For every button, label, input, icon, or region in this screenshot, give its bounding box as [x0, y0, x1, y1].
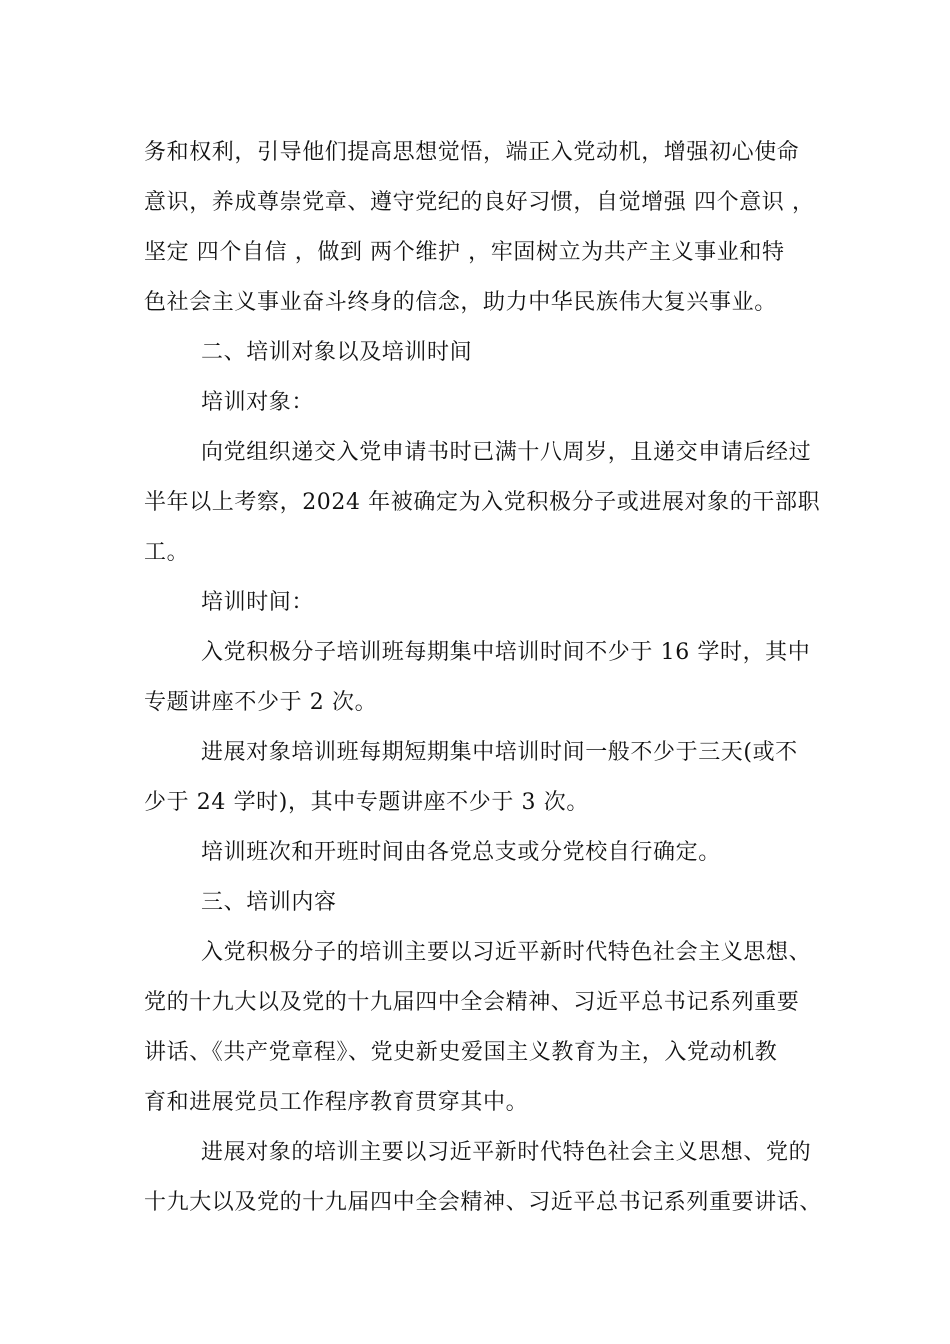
- text-line: 育和进展党员工作程序教育贯穿其中。: [144, 1090, 529, 1115]
- text-line: 务和权利，引导他们提高思想觉悟，端正入党动机，增强初心使命: [144, 140, 800, 165]
- text-line: 讲话、《共产党章程》、党史新史爱国主义教育为主，入党动机教: [144, 1040, 778, 1065]
- paragraph-start: 进展对象的培训主要以习近平新时代特色社会主义思想、党的: [201, 1140, 812, 1165]
- paragraph-start: 培训班次和开班时间由各党总支或分党校自行确定。: [201, 840, 721, 865]
- text-line: 少于 24 学时)，其中专题讲座不少于 3 次。: [144, 790, 589, 815]
- text-line: 坚定 四个自信 ，做到 两个维护 ，牢固树立为共产主义事业和特: [144, 240, 785, 265]
- text-line: 工。: [144, 540, 190, 565]
- text-line: 党的十九大以及党的十九届四中全会精神、习近平总书记系列重要: [144, 990, 800, 1015]
- text-line: 色社会主义事业奋斗终身的信念，助力中华民族伟大复兴事业。: [144, 290, 777, 315]
- subheading: 培训对象：: [201, 390, 315, 415]
- text-line: 半年以上考察，2024 年被确定为入党积极分子或进展对象的干部职: [144, 490, 821, 515]
- paragraph-start: 向党组织递交入党申请书时已满十八周岁，且递交申请后经过: [201, 440, 812, 465]
- text-line: 专题讲座不少于 2 次。: [144, 690, 378, 715]
- paragraph-start: 进展对象培训班每期短期集中培训时间一般不少于三天(或不: [201, 740, 798, 765]
- text-line: 十九大以及党的十九届四中全会精神、习近平总书记系列重要讲话、: [144, 1190, 823, 1215]
- paragraph-start: 入党积极分子培训班每期集中培训时间不少于 16 学时，其中: [201, 640, 811, 665]
- section-heading: 三、培训内容: [201, 890, 337, 915]
- paragraph-start: 入党积极分子的培训主要以习近平新时代特色社会主义思想、: [201, 940, 812, 965]
- text-line: 意识，养成尊崇党章、遵守党纪的良好习惯，自觉增强 四个意识 ，: [144, 190, 815, 215]
- section-heading: 二、培训对象以及培训时间: [201, 340, 473, 365]
- document-body: [144, 128, 834, 1228]
- subheading: 培训时间：: [201, 590, 315, 615]
